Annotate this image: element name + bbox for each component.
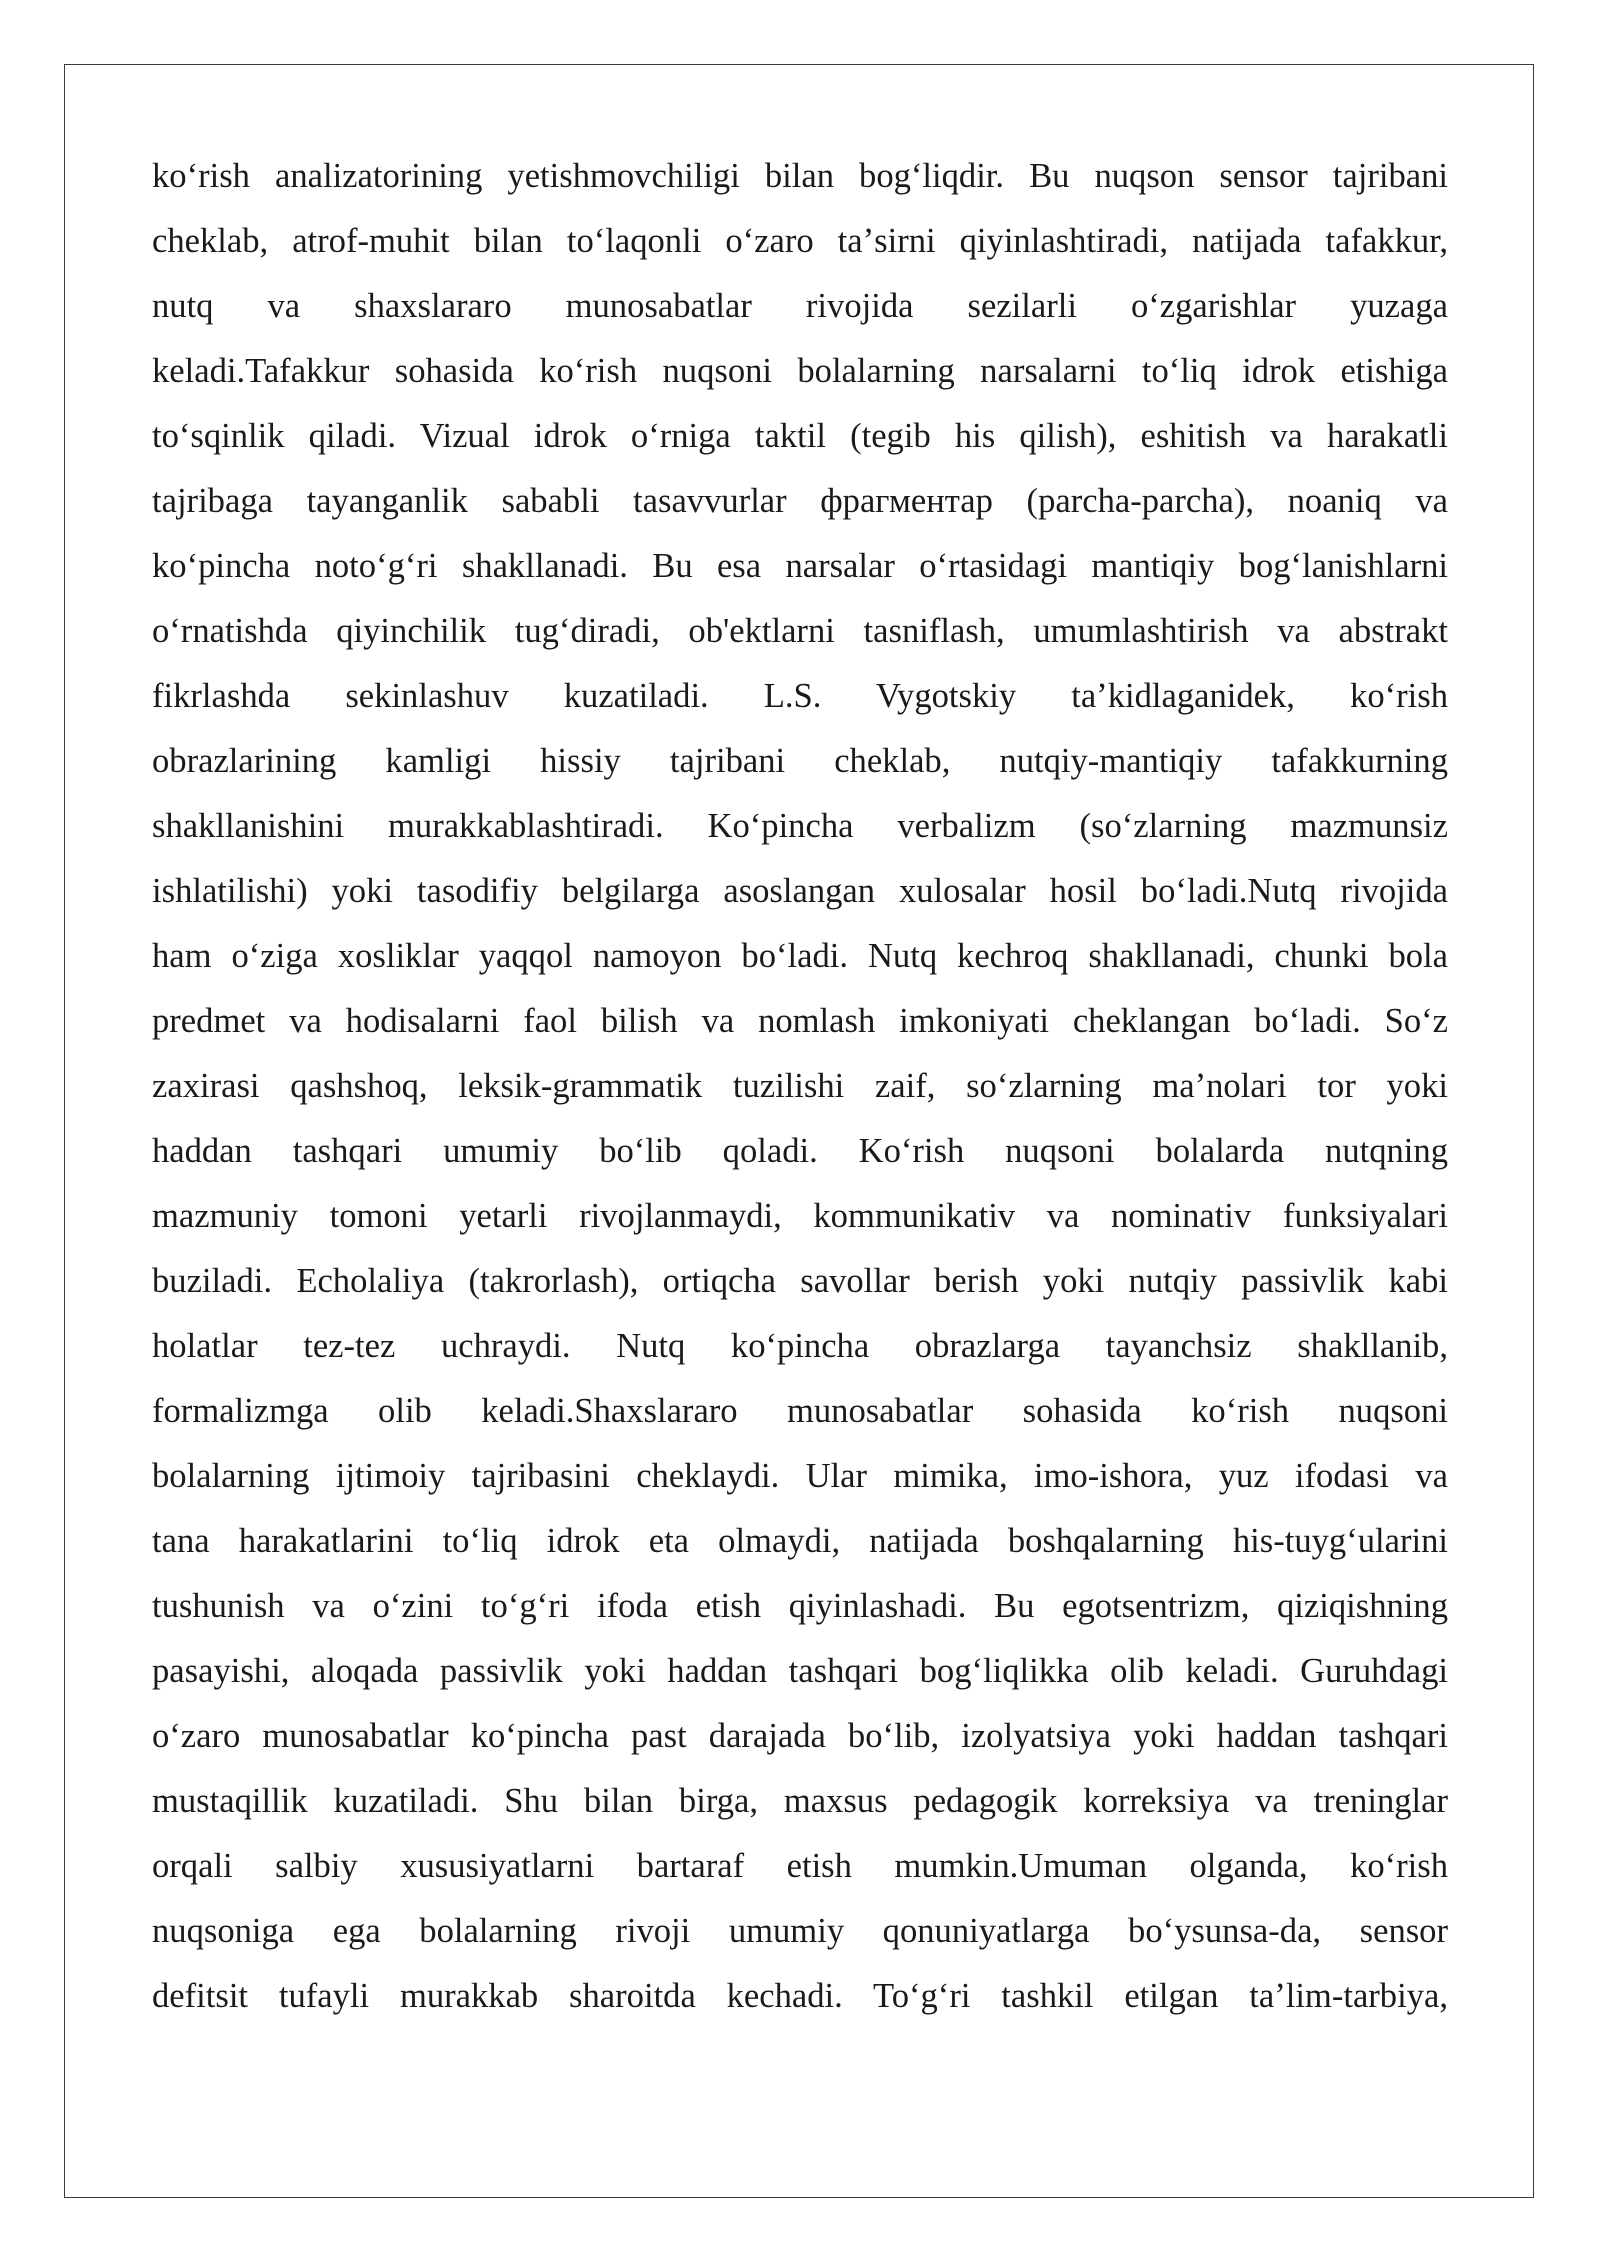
text-line: orqali salbiy xususiyatlarni bartaraf etish mumkin.Umuman olganda, koʻrish	[152, 1847, 1448, 1885]
text-line: toʻsqinlik qiladi. Vizual idrok oʻrniga taktil (tegib his qilish), eshitish va harakatli	[152, 417, 1448, 455]
text-line: ham oʻziga xosliklar yaqqol namoyon boʻladi. Nutq kechroq shakllanadi, chunki bola	[152, 937, 1448, 975]
text-line: haddan tashqari umumiy boʻlib qoladi. Koʻrish nuqsoni bolalarda nutqning	[152, 1132, 1448, 1170]
text-line: pasayishi, aloqada passivlik yoki haddan tashqari bogʻliqlikka olib keladi. Guruhdagi	[152, 1652, 1448, 1690]
text-line: formalizmga olib keladi.Shaxslararo munosabatlar sohasida koʻrish nuqsoni	[152, 1392, 1448, 1430]
text-line: ishlatilishi) yoki tasodifiy belgilarga asoslangan xulosalar hosil boʻladi.Nutq rivojida	[152, 872, 1448, 910]
text-line: holatlar tez-tez uchraydi. Nutq koʻpincha obrazlarga tayanchsiz shakllanib,	[152, 1327, 1448, 1365]
text-line: obrazlarining kamligi hissiy tajribani cheklab, nutqiy-mantiqiy tafakkurning	[152, 742, 1448, 780]
text-line: oʻrnatishda qiyinchilik tugʻdiradi, ob'ektlarni tasniflash, umumlashtirish va abstrakt	[152, 612, 1448, 650]
text-line: mazmuniy tomoni yetarli rivojlanmaydi, kommunikativ va nominativ funksiyalari	[152, 1197, 1448, 1235]
text-line: shakllanishini murakkablashtiradi. Koʻpincha verbalizm (soʻzlarning mazmunsiz	[152, 807, 1448, 845]
text-line: nuqsoniga ega bolalarning rivoji umumiy qonuniyatlarga boʻysunsa-da, sensor	[152, 1912, 1448, 1950]
text-line: cheklab, atrof-muhit bilan toʻlaqonli oʻzaro taʼsirni qiyinlashtiradi, natijada tafakkur,	[152, 222, 1448, 260]
text-line: zaxirasi qashshoq, leksik-grammatik tuzilishi zaif, soʻzlarning maʼnolari tor yoki	[152, 1067, 1448, 1105]
text-line: nutq va shaxslararo munosabatlar rivojida sezilarli oʻzgarishlar yuzaga	[152, 287, 1448, 325]
text-line: keladi.Tafakkur sohasida koʻrish nuqsoni bolalarning narsalarni toʻliq idrok etishiga	[152, 352, 1448, 390]
text-line: buziladi. Echolaliya (takrorlash), ortiqcha savollar berish yoki nutqiy passivlik kabi	[152, 1262, 1448, 1300]
text-line: defitsit tufayli murakkab sharoitda kechadi. Toʻgʻri tashkil etilgan taʼlim-tarbiya,	[152, 1977, 1448, 2015]
text-line: tana harakatlarini toʻliq idrok eta olmaydi, natijada boshqalarning his-tuygʻularini	[152, 1522, 1448, 1560]
text-line: tushunish va oʻzini toʻgʻri ifoda etish qiyinlashadi. Bu egotsentrizm, qiziqishning	[152, 1587, 1448, 1625]
text-line: mustaqillik kuzatiladi. Shu bilan birga, maxsus pedagogik korreksiya va treninglar	[152, 1782, 1448, 1820]
text-line: predmet va hodisalarni faol bilish va nomlash imkoniyati cheklangan boʻladi. Soʻz	[152, 1002, 1448, 1040]
text-line: fikrlashda sekinlashuv kuzatiladi. L.S. Vygotskiy taʼkidlaganidek, koʻrish	[152, 677, 1448, 715]
text-line: koʻrish analizatorining yetishmovchiligi bilan bogʻliqdir. Bu nuqson sensor tajribani	[152, 157, 1448, 195]
text-line: tajribaga tayanganlik sababli tasavvurlar фрагментар (parcha-parcha), noaniq va	[152, 482, 1448, 520]
document-body	[152, 144, 1448, 2044]
text-line: bolalarning ijtimoiy tajribasini cheklaydi. Ular mimika, imo-ishora, yuz ifodasi va	[152, 1457, 1448, 1495]
text-line: oʻzaro munosabatlar koʻpincha past darajada boʻlib, izolyatsiya yoki haddan tashqari	[152, 1717, 1448, 1755]
text-line: koʻpincha notoʻgʻri shakllanadi. Bu esa narsalar oʻrtasidagi mantiqiy bogʻlanishlarni	[152, 547, 1448, 585]
